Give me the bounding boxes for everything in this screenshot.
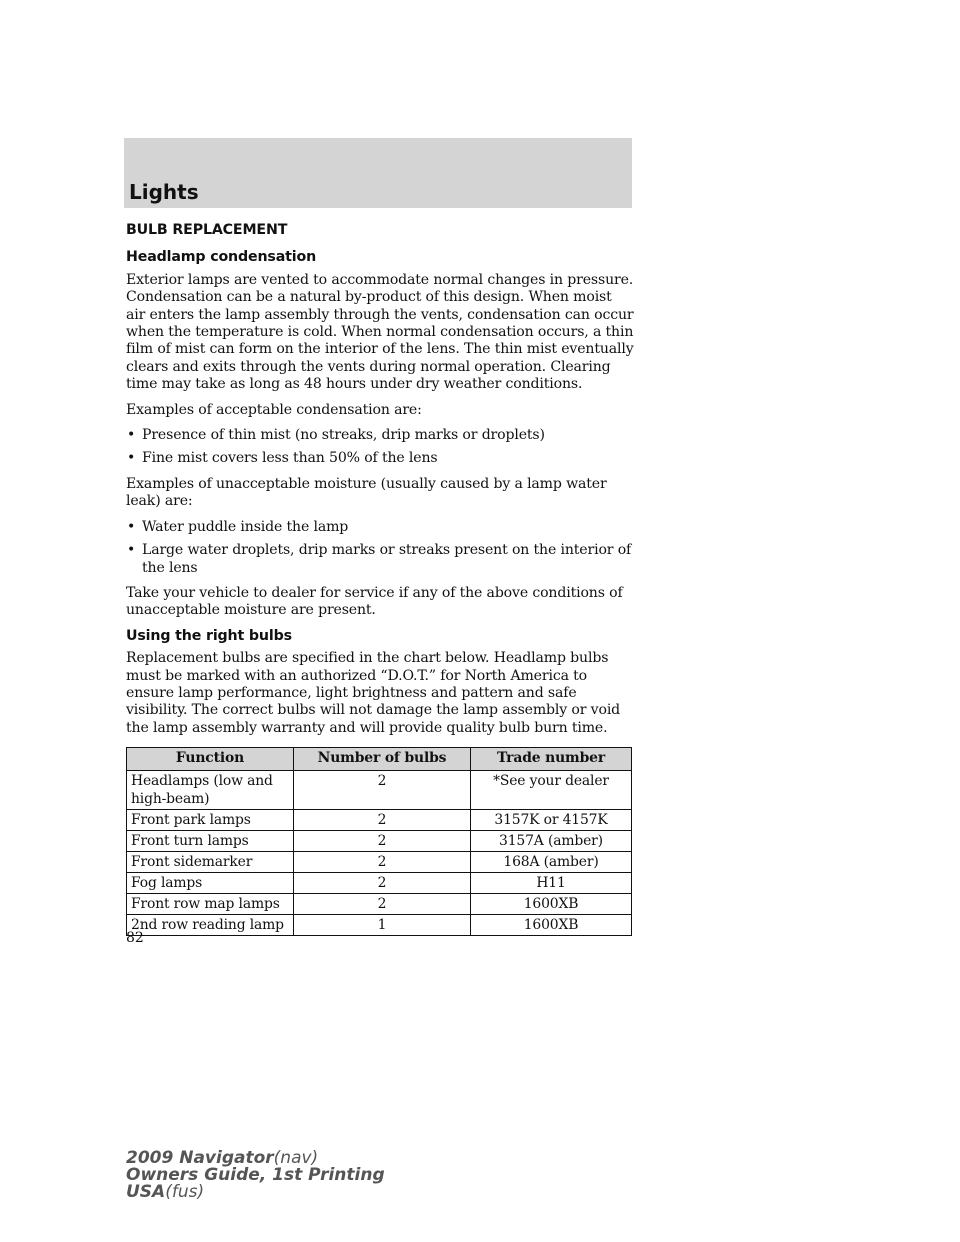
table-cell-count: 2 [294, 771, 471, 810]
table-cell-count: 2 [294, 873, 471, 894]
footer-edition: Owners Guide, 1st Printing [126, 1165, 385, 1185]
list-item-text: Water puddle inside the lamp [142, 518, 349, 535]
section-heading: BULB REPLACEMENT [126, 222, 288, 238]
bullet-icon: • [127, 450, 136, 467]
table-cell-trade-number: 3157K or 4157K [471, 810, 632, 831]
bullet-icon: • [127, 542, 136, 559]
column-header-function: Function [127, 748, 294, 771]
table-row [127, 873, 632, 894]
section-header-band [124, 138, 632, 208]
unacceptable-label: Examples of unacceptable moisture (usually caused by a lamp water leak) are: [126, 475, 607, 510]
table-cell-trade-number: *See your dealer [471, 771, 632, 810]
table-cell-function: Front park lamps [127, 810, 294, 831]
page-content [126, 222, 634, 936]
acceptable-list [126, 427, 634, 468]
table-cell-function: Front turn lamps [127, 831, 294, 852]
table-cell-trade-number: 168A (amber) [471, 852, 632, 873]
footer-line-market [126, 1184, 385, 1201]
bullet-icon: • [127, 518, 136, 535]
table-row [127, 771, 632, 810]
acceptable-label: Examples of acceptable condensation are: [126, 401, 422, 418]
bullet-icon: • [127, 427, 136, 444]
condensation-intro-paragraph: Exterior lamps are vented to accommodate normal changes in pressure. Condensation can be a natural by-product of this design. When moist air enters the lamp assembly through the vents, condensation can occur when the temperature is cold. When normal condensation occurs, a thin film of mist can form on the interior of the lens. The thin mist eventually clears and exits through the vents during normal operation. Clearing time may take as long as 48 hours under dry weather conditions. [126, 271, 634, 393]
list-item-text: Presence of thin mist (no streaks, drip marks or droplets) [142, 427, 545, 444]
document-footer [126, 1150, 385, 1201]
table-cell-count: 2 [294, 894, 471, 915]
table-row [127, 894, 632, 915]
table-row [127, 852, 632, 873]
table-cell-function: Headlamps (low and high-beam) [127, 771, 294, 810]
list-item [126, 542, 634, 577]
table-row [127, 831, 632, 852]
page-number: 82 [126, 930, 144, 946]
table-cell-count: 2 [294, 810, 471, 831]
table-cell-trade-number: 1600XB [471, 894, 632, 915]
table-cell-function: 2nd row reading lamp [127, 915, 294, 936]
table-header-row [127, 748, 632, 771]
service-advice-paragraph: Take your vehicle to dealer for service if any of the above conditions of unacceptable moisture are present. [126, 584, 623, 619]
table-cell-count: 2 [294, 831, 471, 852]
list-item [126, 427, 634, 444]
footer-market: USA [126, 1182, 166, 1202]
unacceptable-list [126, 519, 634, 577]
table-cell-trade-number: 3157A (amber) [471, 831, 632, 852]
bulbs-subheading: Using the right bulbs [126, 627, 292, 644]
table-row [127, 915, 632, 936]
table-row [127, 810, 632, 831]
footer-model-name: 2009 Navigator [126, 1148, 274, 1168]
section-title: Lights [129, 180, 199, 204]
table-cell-function: Fog lamps [127, 873, 294, 894]
column-header-number-of-bulbs: Number of bulbs [294, 748, 471, 771]
footer-market-code: (fus) [165, 1182, 205, 1202]
footer-model-code: (nav) [273, 1148, 319, 1168]
list-item [126, 450, 634, 467]
bulb-table [126, 747, 632, 936]
table-cell-trade-number: 1600XB [471, 915, 632, 936]
table-cell-function: Front row map lamps [127, 894, 294, 915]
list-item-text: Fine mist covers less than 50% of the lens [142, 450, 438, 467]
table-cell-count: 2 [294, 852, 471, 873]
table-cell-trade-number: H11 [471, 873, 632, 894]
table-cell-count: 1 [294, 915, 471, 936]
table-cell-function: Front sidemarker [127, 852, 294, 873]
column-header-trade-number: Trade number [471, 748, 632, 771]
list-item-text: Large water droplets, drip marks or streaks present on the interior of the lens [142, 542, 632, 576]
list-item [126, 519, 634, 536]
condensation-subheading: Headlamp condensation [126, 249, 317, 266]
bulbs-intro-paragraph: Replacement bulbs are specified in the chart below. Headlamp bulbs must be marked with an authorized “D.O.T.” for North America to ensure lamp performance, light brightness and pattern and safe visibility. The correct bulbs will not damage the lamp assembly or void the lamp assembly warranty and will provide quality bulb burn time. [126, 650, 621, 736]
